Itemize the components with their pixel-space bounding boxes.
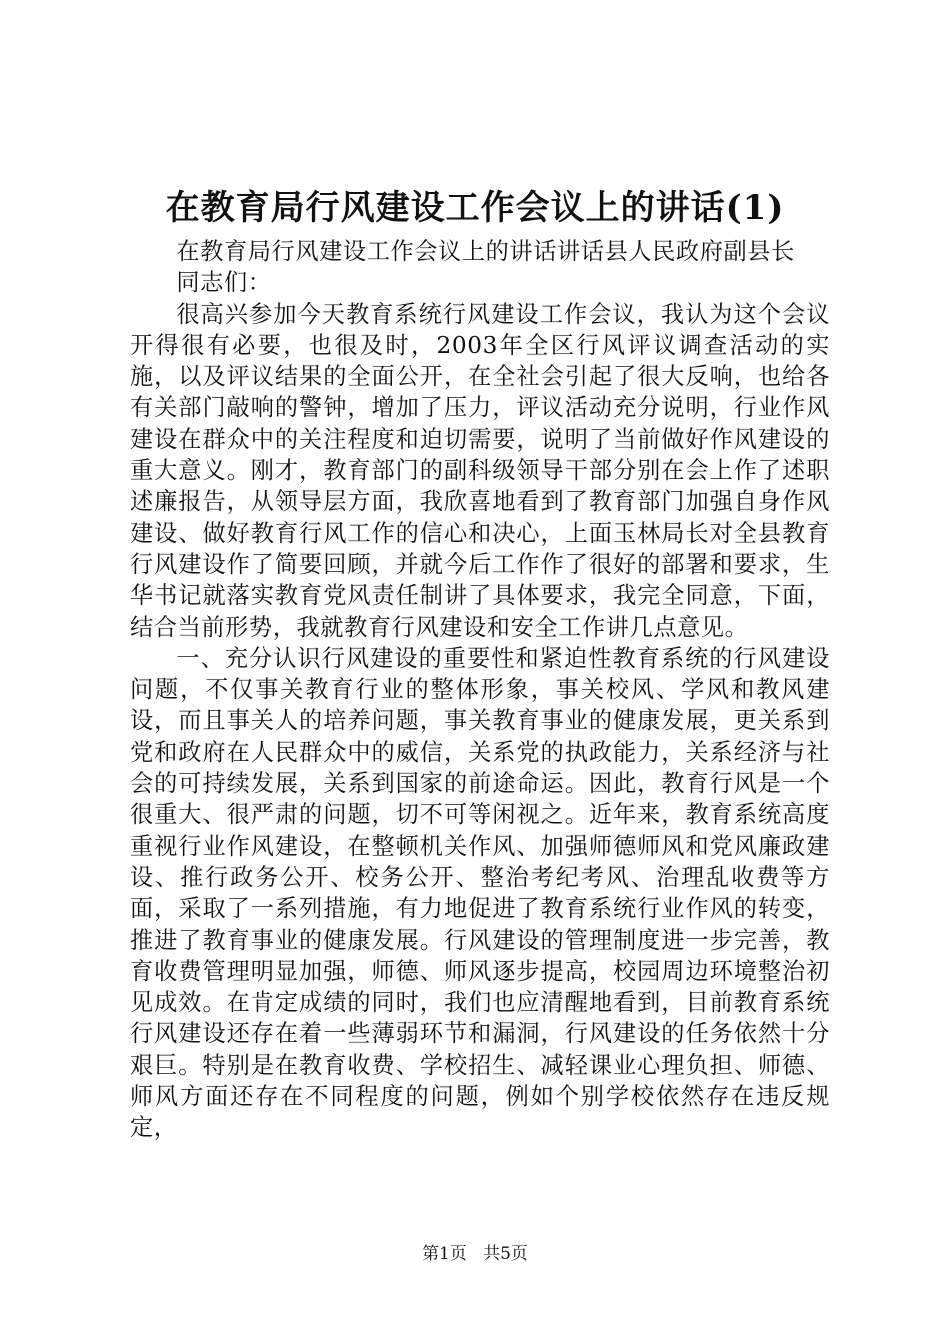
body-paragraph: 一、充分认识行风建设的重要性和紧迫性教育系统的行风建设问题，不仅事关教育行业的整体形象，事关校风、学风和教风建设，而且事关人的培养问题，事关教育事业的健康发展，更关系到党和政府在人民群众中的威信，关系党的执政能力，关系经济与社会的可持续发展，关系到国家的前途命运。因此，教育行风是一个很重大、很严肃的问题，切不可等闲视之。近年来，教育系统高度重视行业作风建设，在整顿机关作风、加强师德师风和党风廉政建设、推行政务公开、校务公开、整治考纪考风、治理乱收费等方面，采取了一系列措施，有力地促进了教育系统行业作风的转变，推进了教育事业的健康发展。行风建设的管理制度进一步完善，教育收费管理明显加强，师德、师风逐步提高，校园周边环境整治初见成效。在肯定成绩的同时，我们也应清醒地看到，目前教育系统行风建设还存在着一些薄弱环节和漏洞，行风建设的任务依然十分艰巨。特别是在教育收费、学校招生、减轻课业心理负担、师德、师风方面还存在不同程度的问题，例如个别学校依然存在违反规定， [130, 644, 830, 1142]
speaker-line: 在教育局行风建设工作会议上的讲话讲话县人民政府副县长 [176, 238, 795, 265]
page-number: 第1页 [422, 1244, 467, 1264]
salutation: 同志们： [176, 269, 272, 297]
body-paragraph: 很高兴参加今天教育系统行风建设工作会议，我认为这个会议开得很有必要，也很及时，2003年全区行风评议调查活动的实施，以及评议结果的全面公开，在全社会引起了很大反响，也给各有关部门敲响的警钟，增加了压力，评议活动充分说明，行业作风建设在群众中的关注程度和迫切需要，说明了当前做好作风建设的重大意义。刚才，教育部门的副科级领导干部分别在会上作了述职述廉报告，从领导层方面，我欣喜地看到了教育部门加强自身作风建设、做好教育行风工作的信心和决心，上面玉林局长对全县教育行风建设作了简要回顾，并就今后工作作了很好的部署和要求，生华书记就落实教育党风责任制讲了具体要求，我完全同意，下面，结合当前形势，我就教育行风建设和安全工作讲几点意见。 [130, 300, 830, 641]
page-footer [0, 1242, 950, 1266]
document-body [130, 236, 830, 1144]
document-title: 在教育局行风建设工作会议上的讲话(1) [165, 188, 785, 228]
footer-spacer [472, 1244, 477, 1264]
page-total: 共5页 [483, 1244, 528, 1264]
